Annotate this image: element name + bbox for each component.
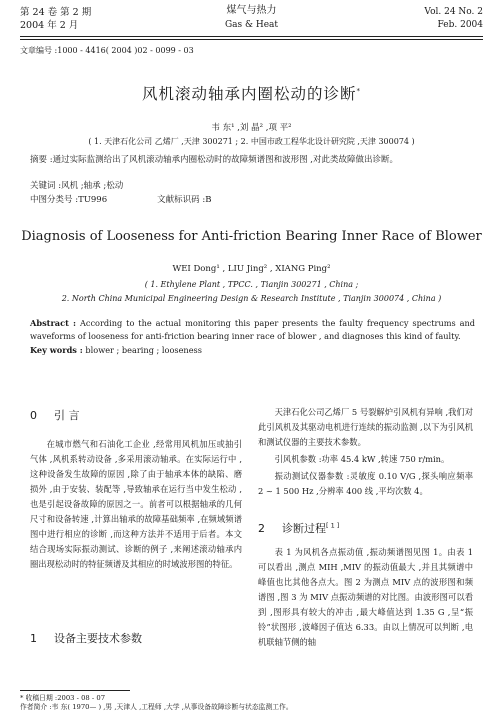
class-number: 中图分类号 :TU996 [30, 195, 108, 205]
right-paragraph-4: 表 1 为风机各点振动值 ,振动频谱图见图 1。由表 1 可以看出 ,测点 MIH ,MIV 的振动值最大 ,并且其频谱中峰值也比其他各点大。图 2 为测点 MIV 点的波形图和频谱图 ,图 3 为 MIV 点振动频谱的对比图。由波形图可以看到 ,图形具有较大的冲击 ,最大峰值达到 1.35 G ,呈“振铃”状图形 ,波峰因子值达 6.33。由以上情况可以判断 ,电机联轴节侧的轴 [258, 547, 473, 647]
authors-cn: 韦 东¹ ,刘 晶² ,项 平² [211, 123, 292, 133]
keywords-en-text: blower ; bearing ; looseness [82, 345, 202, 355]
section-title: 引 言 [54, 409, 80, 422]
footnote-author: 作者简介 :韦 东( 1970— ) ,男 ,天津人 ,工程师 ,大学 ,从事设备故障诊断与状态监测工作。 [20, 703, 293, 711]
document-code: 文献标识码 :B [157, 195, 212, 205]
section-heading-0 [30, 407, 80, 423]
header-rule-thick [20, 36, 483, 37]
header-date-en: Feb. 2004 [437, 20, 483, 30]
section-heading-1 [30, 630, 142, 646]
right-paragraph-3: 振动测试仪器参数 :灵敏度 0.10 V/G ,探头响应频率 2 ~ 1 500 Hz ,分辨率 400 线 ,平均次数 4。 [258, 471, 473, 496]
paper-title [0, 82, 503, 104]
keywords-en [30, 345, 475, 355]
classification-line [30, 194, 475, 207]
affiliation-en-1: ( 1. Ethylene Plant , TPCC. , Tianjin 300271 , China ; [144, 280, 359, 289]
article-number: 文章编号 :1000 - 4416( 2004 )02 - 0099 - 03 [20, 46, 194, 55]
footnote-rule [20, 690, 130, 691]
abstract-cn: 摘要 :通过实际监测给出了风机滚动轴承内圈松动时的故障频谱图和波形图 ,对此类故障做出诊断。 [30, 155, 398, 165]
title-footnote-mark: * [356, 86, 361, 95]
intro-paragraph: 在城市燃气和石油化工企业 ,经常用风机加压或抽引气体 ,风机系转动设备 ,多采用滚动轴承。在实际运行中 ,这种设备发生故障的原因 ,除了由于轴承本体的缺陷、磨损外 ,由于安装、装配等 ,导致轴承在运行当中发生松动 ,也是引起设备故障的原因之一。前者可以根据轴承的几何尺寸和设备转速 ,计算出轴承的故障基础频率 ,在频域频谱图中进行相应的诊断 ,而这种方法并不适用于后者。本文结合现场实际振动测试、诊断的例子 ,来阐述滚动轴承内圈出现松动时的特征频谱及其相应的时域波形图的特征。 [30, 439, 242, 569]
section-title: 诊断过程 [282, 522, 326, 535]
header-volume-issue: 第 24 卷 第 2 期 [20, 7, 92, 18]
section-heading-2 [258, 520, 339, 536]
paper-title-text: 风机滚动轴承内圈松动的诊断 [141, 85, 357, 103]
abstract-en-label: Abstract : [30, 318, 77, 328]
authors-en: WEI Dong¹ , LIU Jing² , XIANG Ping² [172, 264, 331, 274]
section-number: 0 [30, 409, 37, 422]
section-number: 2 [258, 522, 265, 535]
keywords-en-label: Key words : [30, 345, 83, 355]
affiliation-cn: ( 1. 天津石化公司 乙烯厂 ,天津 300271 ; 2. 中国市政工程华北设计研究院 ,天津 300074 ) [88, 137, 415, 146]
right-paragraph-2: 引风机参数 :功率 45.4 kW ,转速 750 r/min。 [274, 454, 450, 464]
header-rule-thin [20, 39, 483, 40]
section-title: 设备主要技术参数 [54, 632, 142, 645]
abstract-en-text: According to the actual monitoring this paper presents the faulty frequency spectrums and waveforms of looseness for anti-friction bearing inner race of blower , and diagnoses this kind of faulty. [30, 318, 475, 341]
footnotes [20, 694, 490, 712]
running-header [0, 0, 503, 38]
abstract-en [30, 317, 475, 343]
header-date-cn: 2004 年 2 月 [20, 20, 79, 31]
affiliation-en-2: 2. North China Municipal Engineering Design & Research Institute , Tianjin 300074 , China ) [61, 294, 442, 303]
header-right [424, 6, 483, 32]
paper-title-en: Diagnosis of Looseness for Anti-friction Bearing Inner Race of Blower [21, 229, 482, 244]
header-journal-en: Gas & Heat [224, 20, 279, 30]
section-number: 1 [30, 632, 37, 645]
right-paragraph-1: 天津石化公司乙烯厂 5 号裂解炉引风机有异响 ,我们对此引风机及其驱动电机进行连续的振动监测 ,以下为引风机和测试仪器的主要技术参数。 [258, 407, 473, 447]
section-reference: [ 1 ] [326, 521, 340, 530]
footnote-received: * 收稿日期 :2003 - 08 - 07 [20, 694, 106, 702]
keywords-cn: 关键词 :风机 ;轴承 ;松动 [30, 181, 124, 191]
header-volume-en: Vol. 24 No. 2 [424, 7, 483, 17]
header-journal-cn: 煤气与热力 [226, 5, 277, 16]
